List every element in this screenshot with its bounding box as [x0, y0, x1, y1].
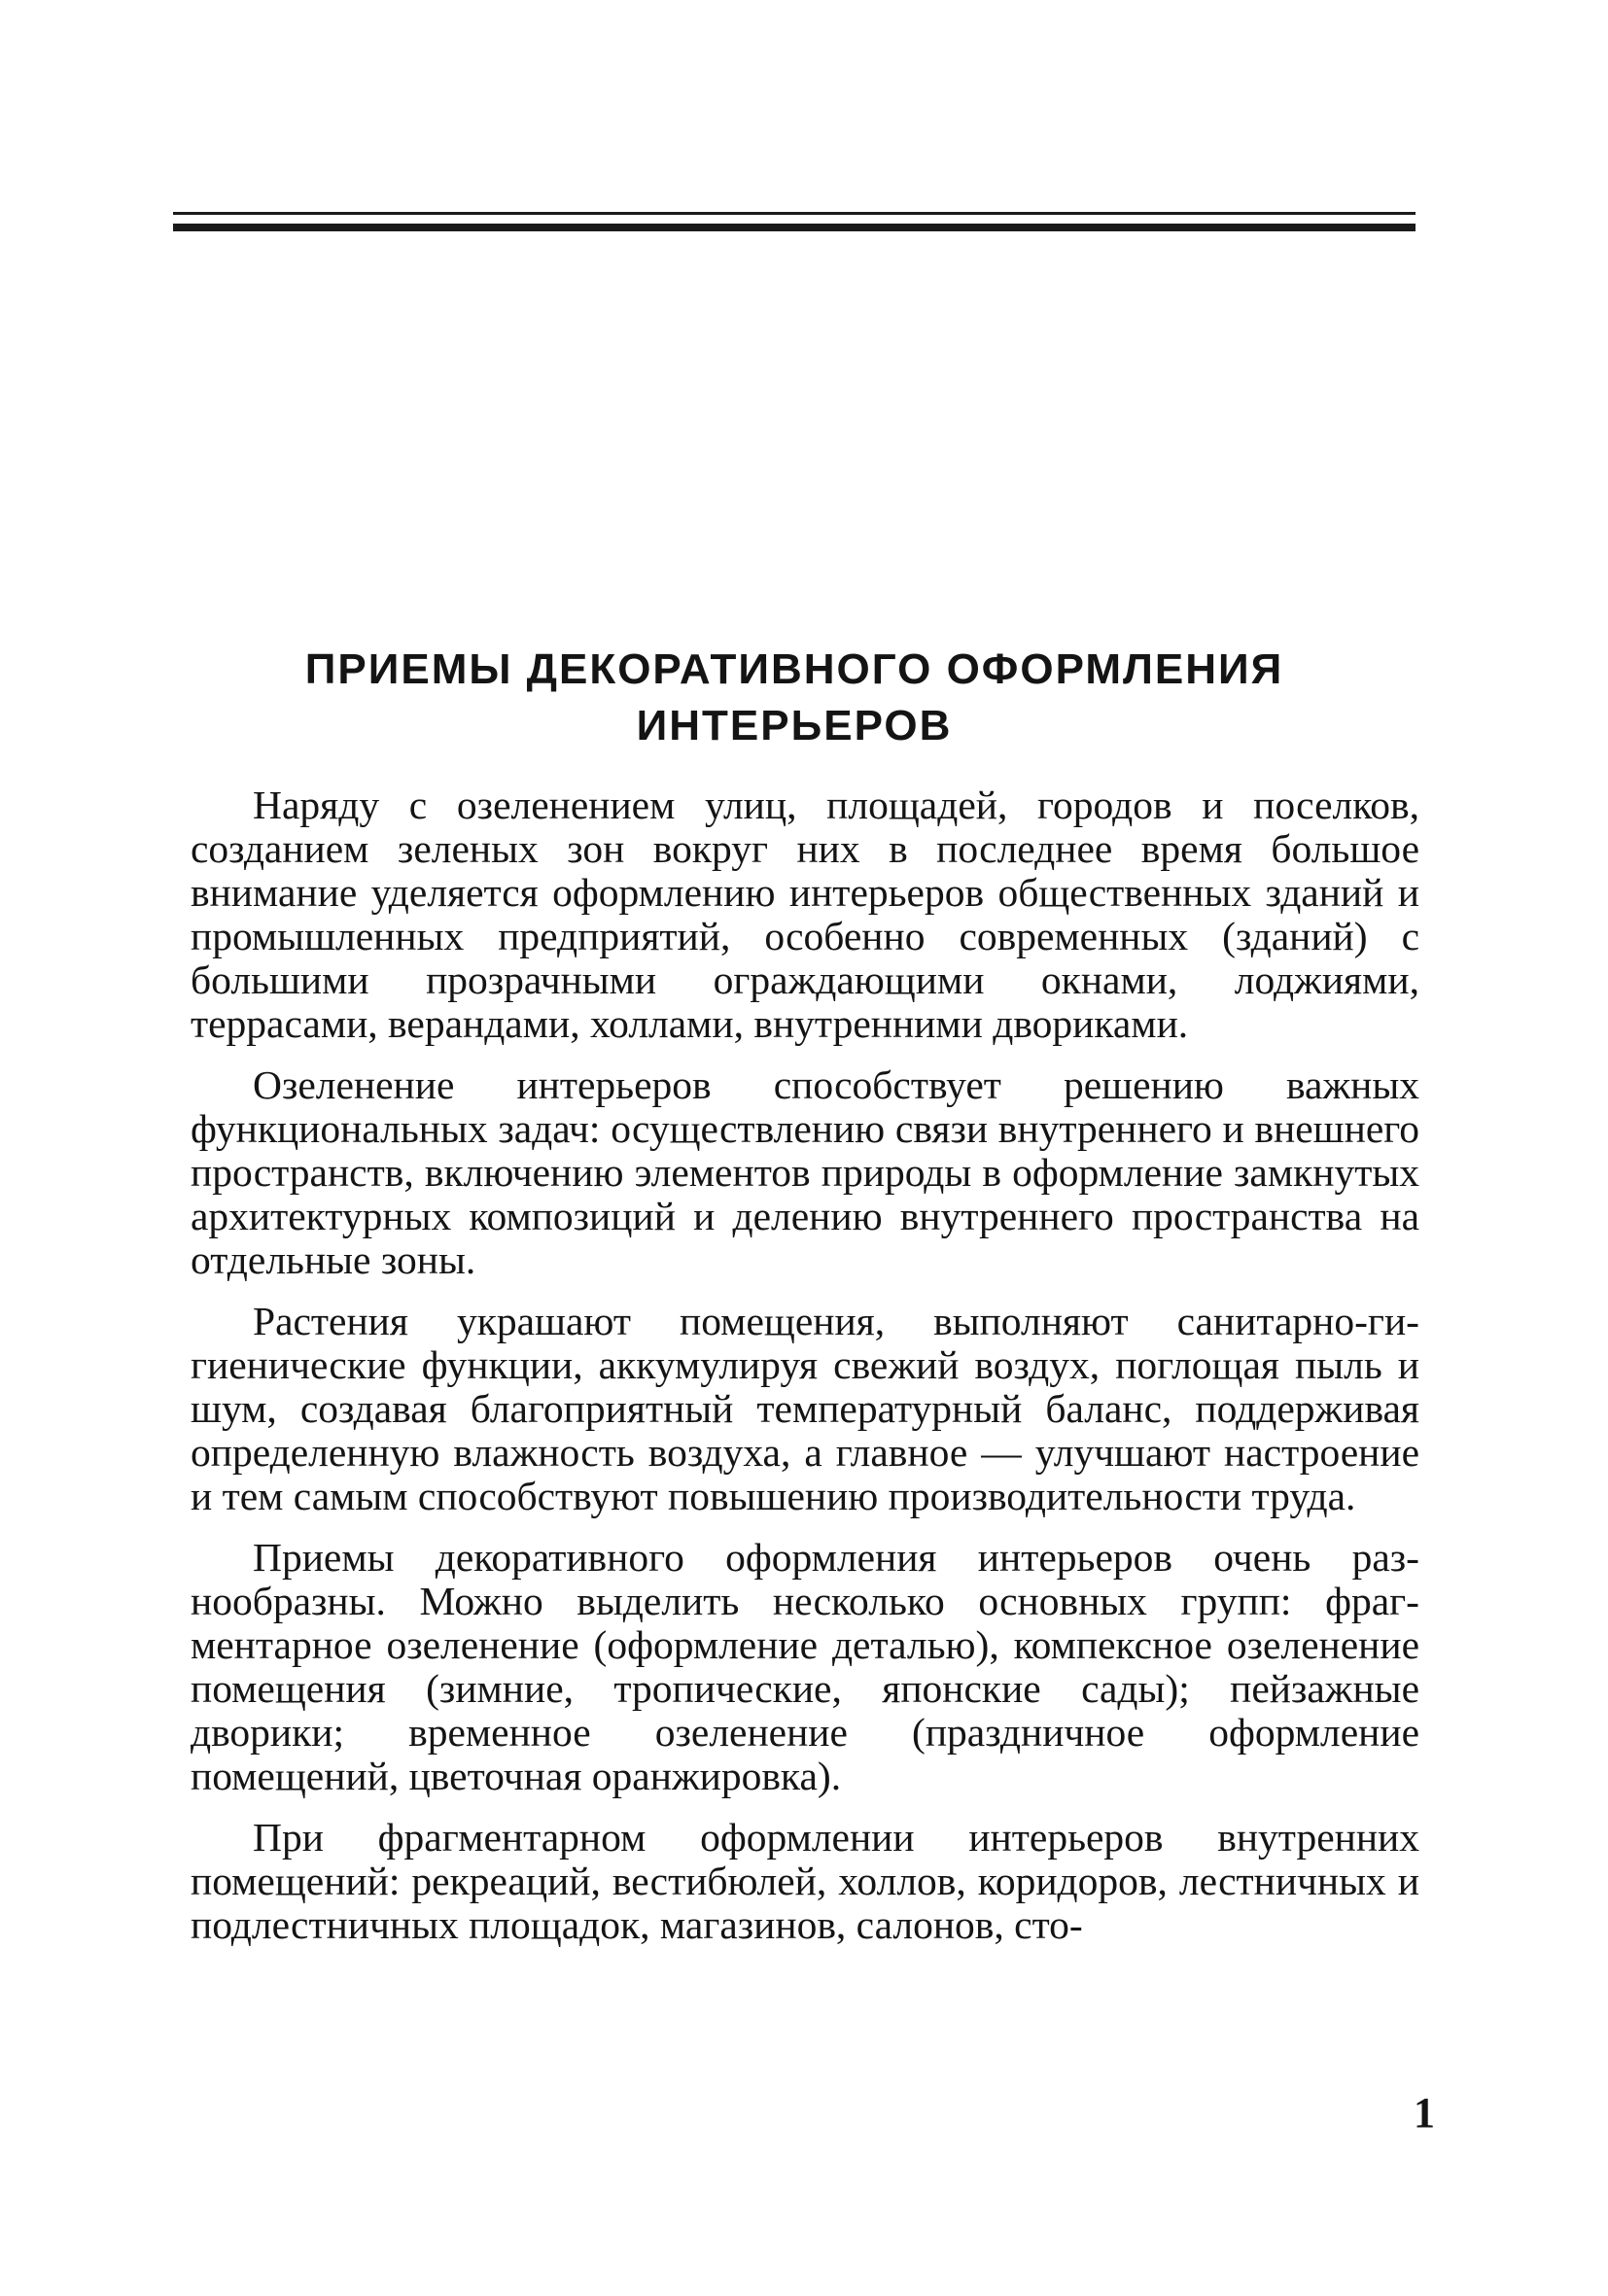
paragraph-1: Наряду с озеленением улиц, площадей, городов и поселков, созданием зеленых зон вокруг них в последнее время большое внимание уделяется оформлению интерьеров общественных зданий и промышленных предприятий, особенно современных (зданий) с большими прозрачными ограждающими окнами, лоджиями, террасами, верандами, холлами, внутренними двориками.	[191, 783, 1419, 1046]
chapter-title-line-1: ПРИЕМЫ ДЕКОРАТИВНОГО ОФОРМЛЕНИЯ	[304, 645, 1284, 693]
header-rule-thin	[173, 212, 1416, 215]
header-rule-thick	[173, 224, 1416, 231]
page-number: 1	[1414, 2089, 1435, 2137]
chapter-title-line-2: ИНТЕРЬЕРОВ	[636, 702, 953, 749]
chapter-title	[173, 642, 1416, 754]
paragraph-4: Приемы декоративного оформления интерьеров очень разнообразны. Можно выделить несколько основных групп: фрагментарное озеленение (оформление деталью), компексное озеленение помещения (зимние, тропические, японские сады); пейзажные дворики; временное озеленение (праздничное оформление помещений, цветочная оранжировка).	[191, 1535, 1419, 1798]
body-text	[191, 783, 1419, 1965]
paragraph-2: Озеленение интерьеров способствует решению важных функциональных задач: осуществлению связи внутреннего и внешнего пространств, включению элементов природы в оформление замкнутых архитектурных композиций и делению внутреннего пространства на отдельные зоны.	[191, 1062, 1419, 1282]
header-double-rule	[173, 212, 1416, 235]
paragraph-3: Растения украшают помещения, выполняют санитарно-гигиенические функции, аккумулируя свежий воздух, поглощая пыль и шум, создавая благоприятный температурный баланс, поддерживая определенную влажность воздуха, а главное — улучшают настроение и тем самым способствуют повышению производительности труда.	[191, 1299, 1419, 1518]
paragraph-5: При фрагментарном оформлении интерьеров внутренних помещений: рекреаций, вестибюлей, холлов, коридоров, лестничных и подлестничных площадок, магазинов, салонов, сто-	[191, 1815, 1419, 1947]
